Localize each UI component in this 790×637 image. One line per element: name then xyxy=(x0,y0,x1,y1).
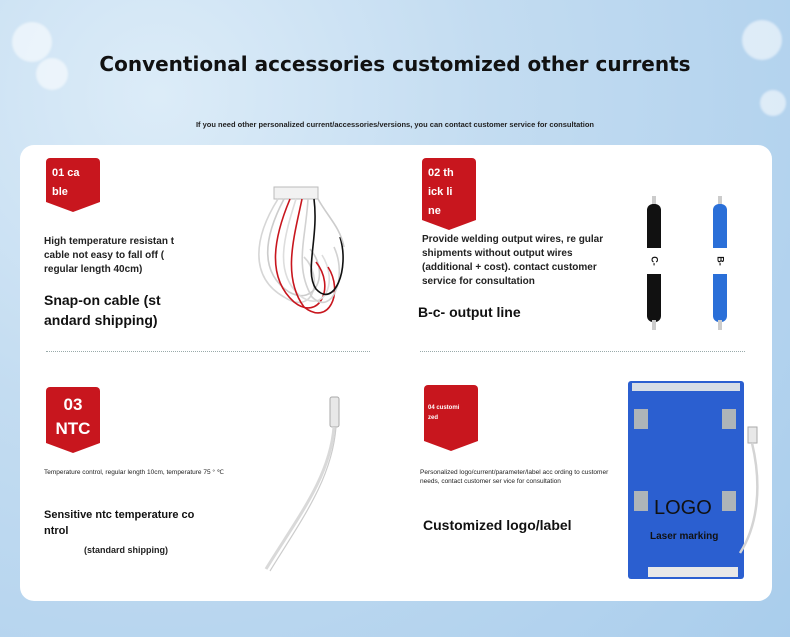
item-heading: Sensitive ntc temperature co ntrol xyxy=(44,509,195,537)
board-connector xyxy=(632,383,740,391)
wire-label-b: B- xyxy=(715,256,726,266)
background-bubble xyxy=(760,90,786,116)
board-pad xyxy=(722,409,736,429)
badge-label: 04 customi zed xyxy=(428,405,460,421)
badge-label: 01 ca ble xyxy=(52,167,80,198)
shipping-note: (standard shipping) xyxy=(84,545,168,555)
item-heading: B-c- output line xyxy=(418,304,521,320)
badge-label: 03 NTC xyxy=(55,395,91,438)
board-pad xyxy=(722,491,736,511)
section-divider xyxy=(46,351,370,352)
section-divider xyxy=(420,351,745,352)
accessories-card xyxy=(20,145,772,601)
board-pad xyxy=(634,491,648,511)
item-description: Temperature control, regular length 10cm, temperature 75 ° ℃ xyxy=(44,469,225,476)
bms-board-image xyxy=(628,381,744,579)
badge-02 xyxy=(422,158,476,230)
item-heading: Snap-on cable (st andard shipping) xyxy=(44,292,161,328)
badge-03 xyxy=(46,387,100,453)
item-description: Provide welding output wires, re gular shipments without output wires (additional + cost). contact customer service for consultation xyxy=(422,234,604,287)
page-subtitle: If you need other personalized current/accessories/versions, you can contact customer service for consultation xyxy=(195,120,595,129)
badge-01 xyxy=(46,158,100,212)
snap-on-cable-image xyxy=(244,177,354,327)
page-title: Conventional accessories customized other currents xyxy=(99,52,691,76)
board-pad xyxy=(634,409,648,429)
item-heading: Customized logo/label xyxy=(423,517,572,533)
board-connector xyxy=(648,567,738,577)
ntc-sensor-image xyxy=(258,387,348,577)
badge-label: 02 th ick li ne xyxy=(428,167,454,217)
board-sensor-wire xyxy=(738,425,768,555)
board-logo: LOGO xyxy=(654,497,712,519)
output-wires-image xyxy=(632,190,742,330)
badge-04 xyxy=(424,385,478,451)
board-caption: Laser marking xyxy=(650,531,719,542)
item-description: Personalized logo/current/parameter/label acc ording to customer needs, contact customer ser vice for consultation xyxy=(420,469,609,485)
wire-label-c: C- xyxy=(649,256,660,266)
item-description: High temperature resistan t cable not easy to fall off ( regular length 40cm) xyxy=(44,236,175,275)
